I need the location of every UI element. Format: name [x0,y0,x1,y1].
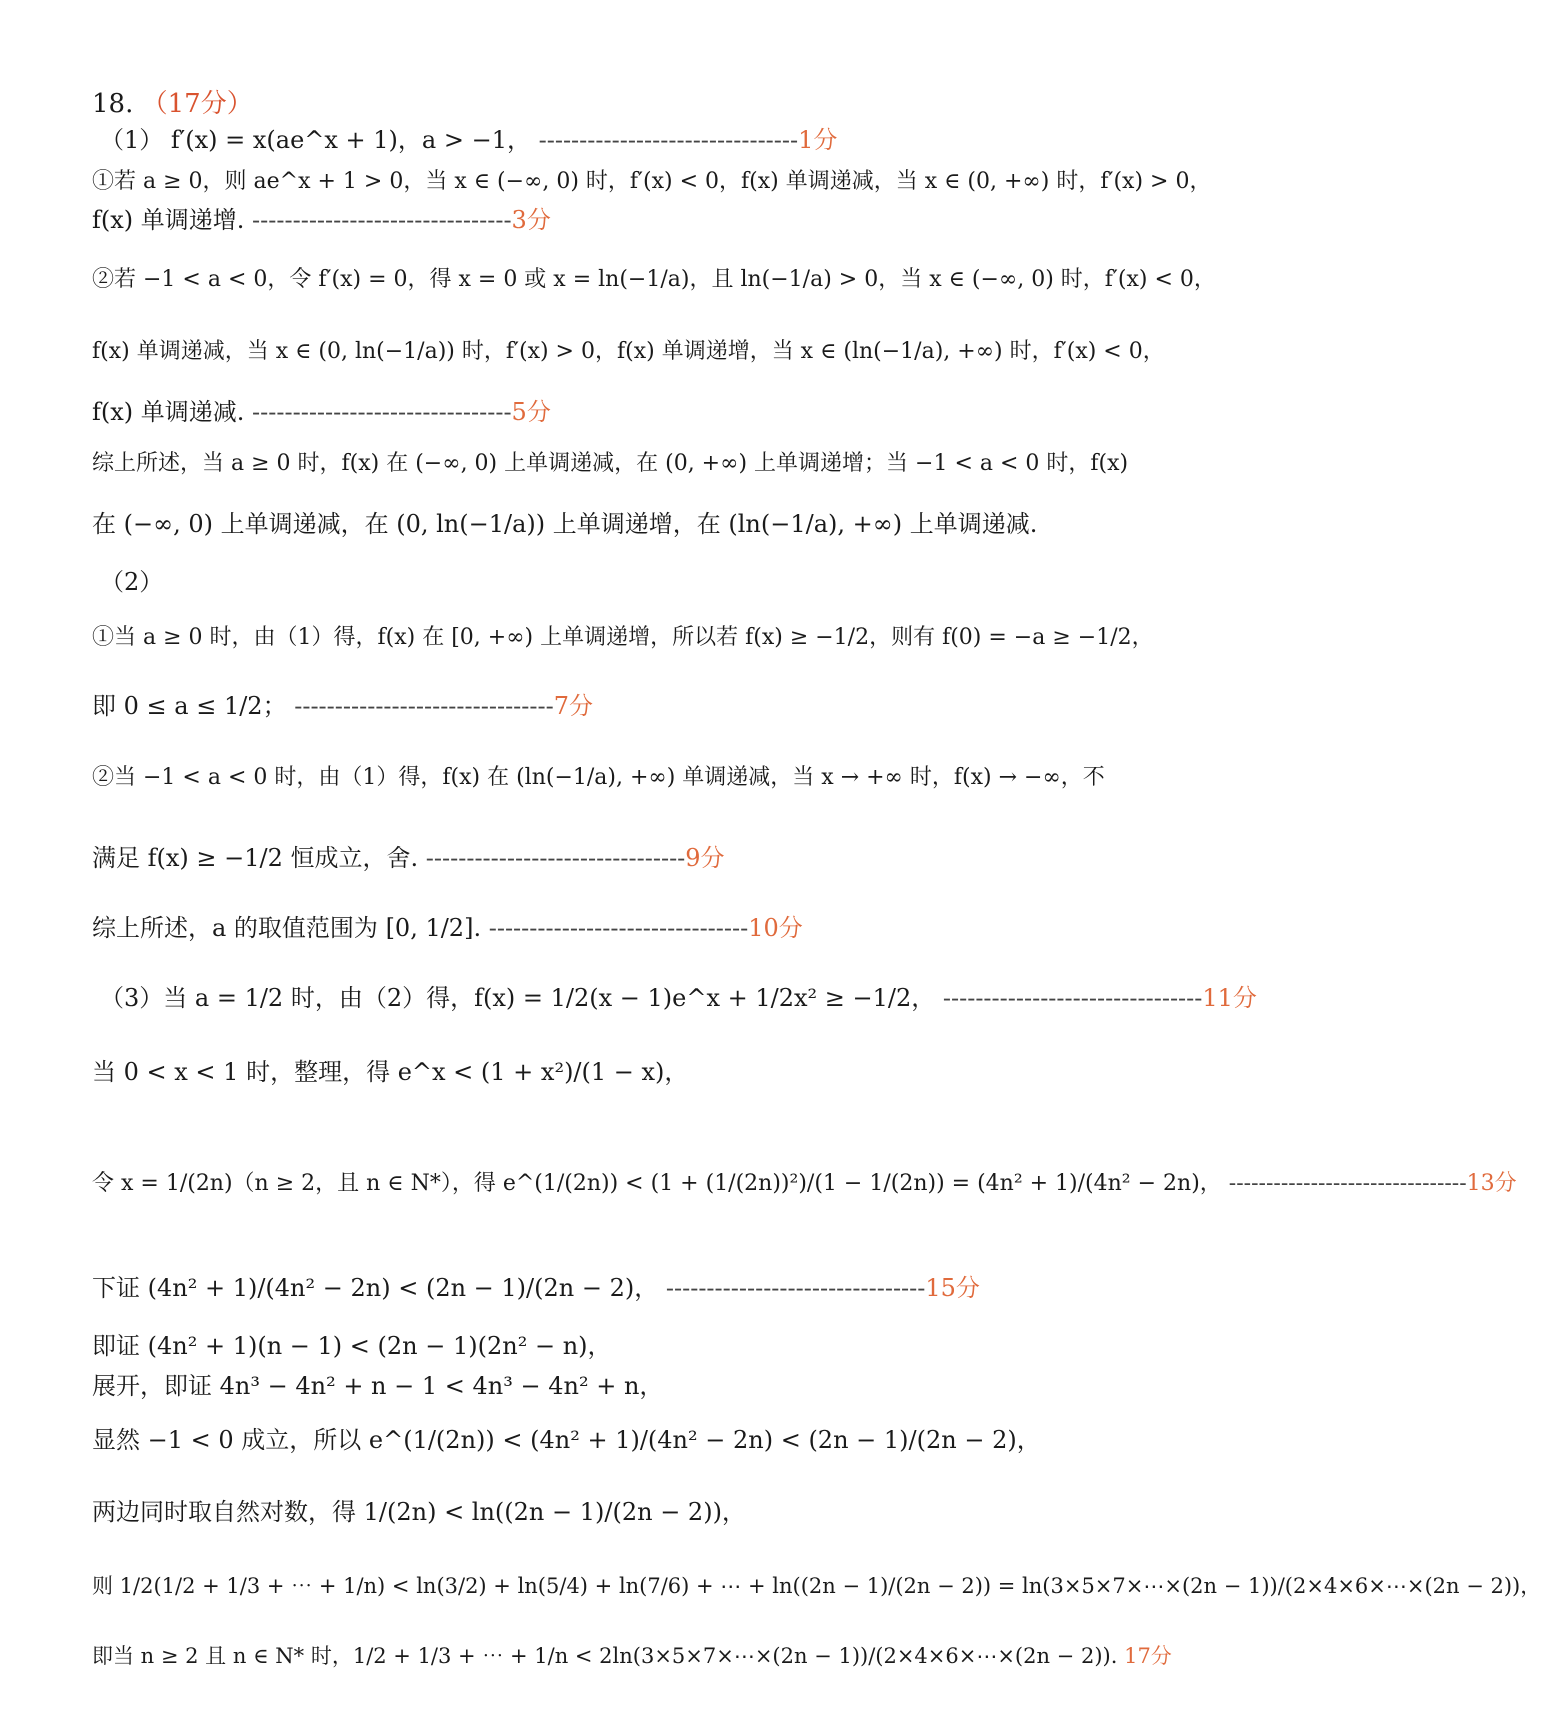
step-score: 7分 [553,692,593,720]
solution-line [92,1496,1202,1528]
solution-line [92,842,1202,874]
solution-line [92,1370,1202,1402]
score-leader: -------------------------------- [294,692,554,720]
line-text: 两边同时取自然对数，得 1/(2n) < ln((2n − 1)/(2n − 2))， [92,1498,746,1526]
score-leader: -------------------------------- [252,206,512,234]
solution-line [92,264,1216,296]
line-text: 则 1/2(1/2 + 1/3 + ⋯ + 1/n) < ln(3/2) + ln(5/4) + ln(7/6) + ⋯ + ln((2n − 1)/(2n − 2)) = ln(3×5×7×⋯×(2n − 1))/(2×4×6×⋯×(2n − 2))， [92,1574,1541,1598]
solution-line [92,912,1202,944]
solution-line [92,396,1202,428]
problem-number: 18. [92,89,134,119]
score-leader: -------------------------------- [942,984,1203,1012]
step-score: 11分 [1202,984,1257,1012]
step-score: 17分 [1124,1644,1172,1668]
line-text: ①当 a ≥ 0 时，由（1）得，f(x) 在 [0, +∞) 上单调递增，所以若 f(x) ≥ −1/2，则有 f(0) = −a ≥ −1/2， [92,625,1154,650]
solution-line [92,508,1202,540]
problem-total-score: （17分） [141,89,253,119]
solution-line [100,982,1257,1014]
score-leader: -------------------------------- [488,914,749,942]
solution-line [92,1330,1202,1362]
step-score: 3分 [511,206,551,234]
line-text: ②当 −1 < a < 0 时，由（1）得，f(x) 在 (ln(−1/a), +∞) 单调递减，当 x → +∞ 时，f(x) → −∞，不 [92,765,1105,790]
line-text: 展开，即证 4n³ − 4n² + n − 1 < 4n³ − 4n² + n， [92,1372,664,1400]
step-score: 5分 [511,398,551,426]
line-text: （1） f′(x) = x(ae^x + 1)，a > −1， [100,126,531,154]
solution-line [92,622,1202,654]
line-text: 当 0 < x < 1 时，整理，得 e^x < (1 + x²)/(1 − x)， [92,1058,689,1086]
problem-header [92,88,1202,120]
solution-line [92,1168,1517,1200]
line-text: 令 x = 1/(2n)（n ≥ 2，且 n ∈ N*），得 e^(1/(2n)) < (1 + (1/(2n))²)/(1 − 1/(2n)) = (4n² + 1)/(4n² − 2n)， [92,1171,1222,1196]
line-text: 下证 (4n² + 1)/(4n² − 2n) < (2n − 1)/(2n − 2)， [92,1274,659,1302]
line-text: （2） [100,568,164,596]
line-text: 综上所述，当 a ≥ 0 时，f(x) 在 (−∞, 0) 上单调递减，在 (0, +∞) 上单调递增；当 −1 < a < 0 时，f(x) [92,451,1129,476]
line-text: f(x) 单调递增. [92,206,245,234]
line-text: 即 0 ≤ a ≤ 1/2； [92,692,287,720]
score-leader: -------------------------------- [665,1274,926,1302]
solution-line [92,204,1202,236]
solution-line [92,690,1202,722]
solution-line [100,124,1210,156]
line-text: ②若 −1 < a < 0，令 f′(x) = 0，得 x = 0 或 x = ln(−1/a)，且 ln(−1/a) > 0，当 x ∈ (−∞, 0) 时，f′(x) < 0， [92,267,1216,292]
solution-line [92,1424,1202,1456]
score-leader: -------------------------------- [252,398,512,426]
line-text: （3）当 a = 1/2 时，由（2）得，f(x) = 1/2(x − 1)e^x + 1/2x² ≥ −1/2， [100,984,936,1012]
step-score: 13分 [1466,1171,1517,1196]
line-text: 即证 (4n² + 1)(n − 1) < (2n − 1)(2n² − n)， [92,1332,612,1360]
step-score: 15分 [925,1274,980,1302]
line-text: f(x) 单调递减. [92,398,245,426]
line-text: 即当 n ≥ 2 且 n ∈ N* 时，1/2 + 1/3 + ⋯ + 1/n < 2ln(3×5×7×⋯×(2n − 1))/(2×4×6×⋯×(2n − 2)). [92,1644,1118,1668]
solution-line [92,762,1202,794]
solution-line [92,1272,1202,1304]
score-leader: -------------------------------- [1228,1171,1467,1196]
step-score: 9分 [685,844,725,872]
step-score: 1分 [798,126,838,154]
line-text: 显然 −1 < 0 成立，所以 e^(1/(2n)) < (4n² + 1)/(4n² − 2n) < (2n − 1)/(2n − 2)， [92,1426,1041,1454]
solution-line [92,336,1202,368]
solution-line [92,1640,1202,1672]
line-text: 综上所述，a 的取值范围为 [0, 1/2]. [92,914,482,942]
solution-line [92,448,1202,480]
score-leader: -------------------------------- [538,126,799,154]
line-text: f(x) 单调递减，当 x ∈ (0, ln(−1/a)) 时，f′(x) > 0，f(x) 单调递增，当 x ∈ (ln(−1/a), +∞) 时，f′(x) < 0， [92,339,1165,364]
score-leader: -------------------------------- [425,844,686,872]
solution-line [92,1056,1202,1088]
step-score: 10分 [748,914,803,942]
part-label [100,566,1210,598]
solution-line [92,166,1212,198]
line-text: ①若 a ≥ 0，则 ae^x + 1 > 0，当 x ∈ (−∞, 0) 时，f′(x) < 0，f(x) 单调递减，当 x ∈ (0, +∞) 时，f′(x) > 0， [92,169,1212,194]
line-text: 在 (−∞, 0) 上单调递减，在 (0, ln(−1/a)) 上单调递增，在 (ln(−1/a), +∞) 上单调递减. [92,510,1038,538]
solution-line [92,1570,1541,1602]
line-text: 满足 f(x) ≥ −1/2 恒成立，舍. [92,844,419,872]
